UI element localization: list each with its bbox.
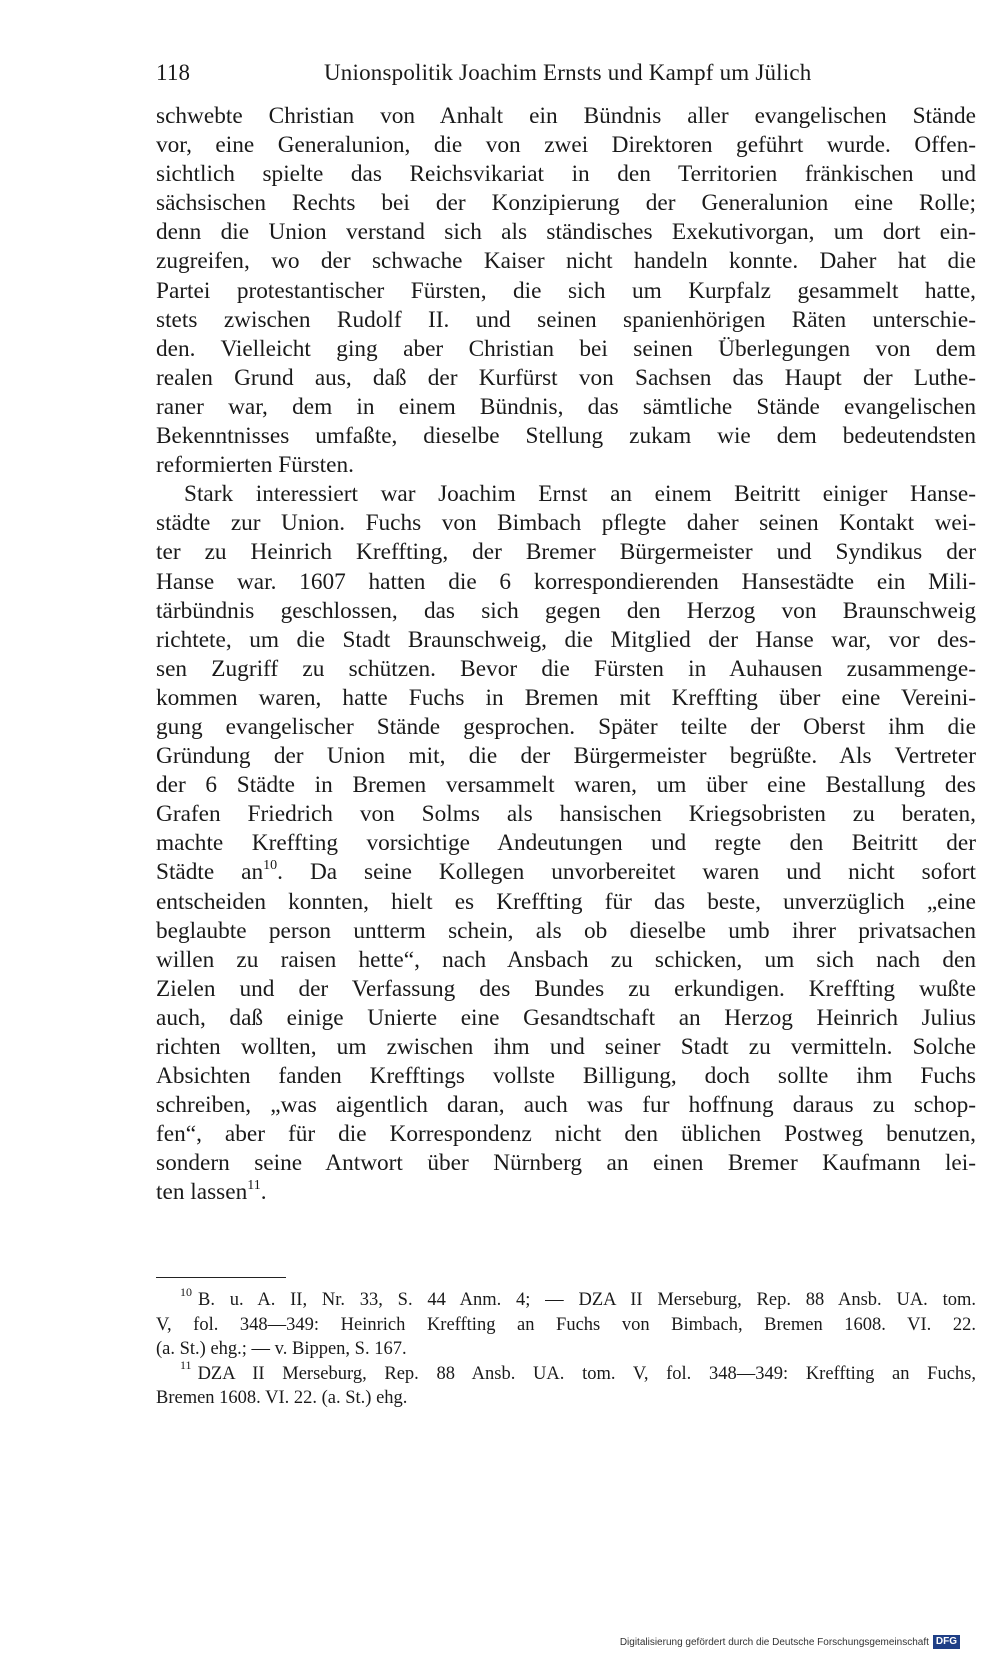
text-line: schwebte Christian von Anhalt ein Bündnis aller evangelischen Stände (156, 103, 976, 129)
running-head (156, 60, 976, 92)
text-line: sen Zugriff zu schützen. Bevor die Fürsten in Auhausen zusammenge- (156, 655, 976, 682)
footnote-ref-10[interactable]: 10 (263, 857, 278, 873)
text-line: den. Vielleicht ging aber Christian bei seinen Überlegungen von dem (156, 335, 976, 362)
text-line: zugreifen, wo der schwache Kaiser nicht handeln konnte. Daher hat die (156, 248, 976, 275)
text-fragment: . Da seine Kollegen unvorbereitet waren und nicht sofort (277, 859, 976, 886)
text-line: beglaubte person untterm schein, als ob dieselbe umb ihrer privatsachen (156, 917, 976, 944)
footnote-10-line: (a. St.) ehg.; — v. Bippen, S. 167. (156, 1339, 407, 1359)
text-line: denn die Union verstand sich als ständisches Exekutivorgan, um dort ein- (156, 219, 976, 246)
footnote-separator (156, 1277, 286, 1278)
footnote-marker: 11 (180, 1358, 192, 1373)
text-line: sichtlich spielte das Reichsvikariat in den Territorien fränkischen und (156, 161, 976, 188)
text-line: realen Grund aus, daß der Kurfürst von Sachsen das Haupt der Luthe- (156, 364, 976, 391)
text-line: Bekenntnisses umfaßte, dieselbe Stellung zukam wie dem bedeutendsten (156, 423, 976, 450)
text-fragment: ten lassen (156, 1179, 248, 1206)
text-line: der 6 Städte in Bremen versammelt waren, um über eine Bestallung des (156, 772, 976, 799)
text-line: ter zu Heinrich Kreffting, der Bremer Bürgermeister und Syndikus der (156, 539, 976, 566)
text-line: willen zu raisen hette“, nach Ansbach zu schicken, um sich nach den (156, 946, 976, 973)
text-line: raner war, dem in einem Bündnis, das sämtliche Stände evangelischen (156, 393, 976, 420)
text-line: Partei protestantischer Fürsten, die sich um Kurpfalz gesammelt hatte, (156, 277, 976, 304)
text-line: Grafen Friedrich von Solms als hansischen Kriegsobristen zu beraten, (156, 801, 976, 828)
text-line: sondern seine Antwort über Nürnberg an einen Bremer Kaufmann lei- (156, 1150, 976, 1177)
text-line: sächsischen Rechts bei der Konzipierung der Generalunion eine Rolle; (156, 190, 976, 217)
footnote-10-line: V, fol. 348—349: Heinrich Kreffting an Fuchs von Bimbach, Bremen 1608. VI. 22. (156, 1314, 976, 1335)
text-line: entscheiden konnten, hielt es Kreffting für das beste, unverzüglich „eine (156, 888, 976, 915)
text-line: städte zur Union. Fuchs von Bimbach pflegte daher seinen Kontakt wei- (156, 510, 976, 537)
footnote-text: DZA II Merseburg, Rep. 88 Ansb. UA. tom. V, fol. 348—349: Kreffting an Fuchs, (197, 1363, 976, 1384)
main-text (156, 102, 976, 1208)
footnote-10-line (156, 1284, 976, 1313)
text-line: stets zwischen Rudolf II. und seinen spanienhörigen Räten unterschie- (156, 306, 976, 333)
text-line: richten wollten, um zwischen ihm und seiner Stadt zu vermitteln. Solche (156, 1034, 976, 1060)
text-line: Hanse war. 1607 hatten die 6 korrespondierenden Hansestädte ein Mili- (156, 568, 976, 595)
text-line (156, 858, 976, 887)
dfg-logo-icon: DFG (933, 1635, 960, 1649)
text-line: richtete, um die Stadt Braunschweig, die Mitglied der Hanse war, vor des- (156, 626, 976, 653)
footnote-marker: 10 (180, 1284, 192, 1299)
credit-text: Digitalisierung gefördert durch die Deutsche Forschungsgemeinschaft (619, 1636, 929, 1648)
text-line: vor, eine Generalunion, die von zwei Direktoren geführt wurde. Offen- (156, 132, 976, 159)
text-line: schreiben, „was aigentlich daran, auch was fur hoffnung daraus zu schop- (156, 1092, 976, 1119)
text-line: Absichten fanden Krefftings vollste Billigung, doch sollte ihm Fuchs (156, 1063, 976, 1090)
text-line: Zielen und der Verfassung des Bundes zu erkundigen. Kreffting wußte (156, 975, 976, 1002)
footnotes (156, 1284, 976, 1411)
footnote-11-line: Bremen 1608. VI. 22. (a. St.) ehg. (156, 1388, 408, 1408)
text-line: Gründung der Union mit, die der Bürgermeister begrüßte. Als Vertreter (156, 743, 976, 770)
text-line: gung evangelischer Stände gesprochen. Später teilte der Oberst ihm die (156, 713, 976, 740)
digitization-credit (620, 1635, 960, 1649)
text-line: machte Kreffting vorsichtige Andeutungen und regte den Beitritt der (156, 830, 976, 857)
text-line (156, 1178, 976, 1207)
text-fragment: . (260, 1179, 267, 1206)
text-line: reformierten Fürsten. (156, 452, 354, 479)
running-title: Unionspolitik Joachim Ernsts und Kampf um Jülich (324, 60, 812, 85)
text-line: tärbündnis geschlossen, das sich gegen den Herzog von Braunschweig (156, 597, 976, 624)
text-line: Stark interessiert war Joachim Ernst an einem Beitritt einiger Hanse- (184, 481, 976, 508)
footnote-text: B. u. A. II, Nr. 33, S. 44 Anm. 4; — DZA II Merseburg, Rep. 88 Ansb. UA. tom. (198, 1290, 976, 1310)
footnote-11-line (156, 1358, 976, 1387)
footnote-ref-11[interactable]: 11 (247, 1177, 261, 1193)
text-line: auch, daß einige Unierte eine Gesandtschaft an Herzog Heinrich Julius (156, 1004, 976, 1031)
text-fragment: Städte an (156, 859, 264, 886)
text-line: fen“, aber für die Korrespondenz nicht den üblichen Postweg benutzen, (156, 1121, 976, 1148)
page-number: 118 (156, 60, 191, 85)
text-line: kommen waren, hatte Fuchs in Bremen mit Kreffting über eine Vereini- (156, 684, 976, 711)
